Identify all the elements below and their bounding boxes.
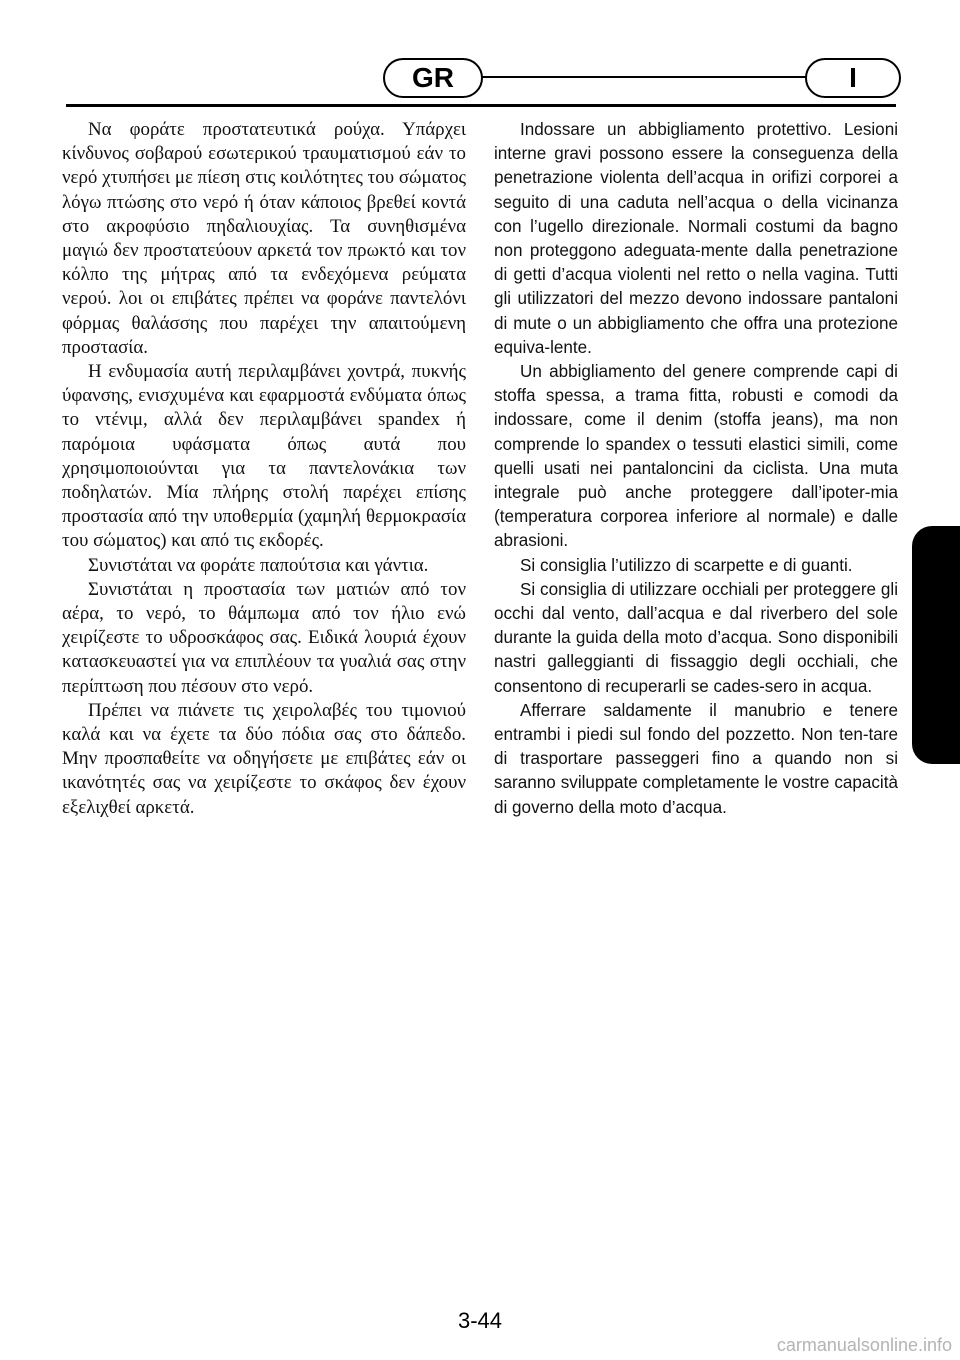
language-tab-greek: GR <box>383 58 483 98</box>
italian-paragraph: Un abbigliamento del genere comprende capi di stoffa spessa, a trama fitta, robusti e comodi da indossare, come il denim (stoffa jeans), ma non comprende lo spandex o tessuti elastici simili, come quelli usati nei pantaloncini da ciclista. Una muta integrale può anche proteggere dall’ipoter-mia (temperatura corporea inferiore al normale) e dalle abrasioni. <box>494 362 898 551</box>
italian-paragraph: Si consiglia l’utilizzo di scarpette e di guanti. <box>520 555 853 575</box>
page-number: 3-44 <box>457 1308 503 1333</box>
italian-paragraph: Si consiglia di utilizzare occhiali per proteggere gli occhi dal vento, dall’acqua e dal riverbero del sole durante la guida della moto d’acqua. Sono disponibili nastri galleggianti di fissaggio degli occhiali, che consentono di recuperarli se cades-sero in acqua. <box>494 579 898 696</box>
header-bridge-line <box>481 76 807 78</box>
greek-paragraph: Να φοράτε προστατευτικά ρούχα. Υπάρχει κίνδυνος σοβαρού εσωτερικού τραυματισμού εάν το νερό χτυπήσει με πίεση στις κοιλότητες του σώματος λόγω πτώσης στο νερό ή όταν κάποιος βρεθεί κοντά στο ακροφύσιο πηδαλιουχίας. Τα συνηθισμένα μαγιώ δεν προστατεύουν αρκετά τον πρωκτό και τον κόλπο της μήτρας από τα ενδεχόμενα ρεύματα νερού. λοι οι επιβάτες πρέπει να φοράνε παντελόνι φόρμας θαλάσσης που παρέχει την απαιτούμενη προστασία. <box>62 119 466 358</box>
greek-column <box>62 118 466 820</box>
greek-paragraph: Συνιστάται η προστασία των ματιών από τον αέρα, το νερό, το θάμπωμα από τον ήλιο ενώ χειρίζεστε το υδροσκάφος σας. Ειδικά λουριά έχουν κατασκευαστεί για να επιπλέουν τα γυαλιά σας στην περίπτωση που πέσουν στο νερό. <box>62 578 466 697</box>
greek-paragraph: Πρέπει να πιάνετε τις χειρολαβές του τιμονιού καλά και να έχετε τα δύο πόδια σας στο δάπεδο. Μην προσπαθείτε να οδηγήσετε με επιβάτες εάν οι ικανότητές σας να χειρίζεστε το σκάφος δεν έχουν εξελιχθεί αρκετά. <box>62 699 466 818</box>
greek-paragraph: Η ενδυμασία αυτή περιλαμβάνει χοντρά, πυκνής ύφανσης, ενισχυμένα και εφαρμοστά ενδύματα όπως το ντένιμ, αλλά δεν περιλαμβάνει spandex ή παρόμοια υφάσματα όπως αυτά που χρησιμοποιούνται για τα παντελονάκια των ποδηλατών. Μία πλήρης στολή παρέχει επίσης προστασία από την υποθερμία (χαμηλή θερμοκρασία του σώματος) και από τις εκδορές. <box>62 361 466 552</box>
greek-paragraph: Συνιστάται να φοράτε παπούτσια και γάντια. <box>88 554 429 576</box>
language-tab-italian: I <box>805 58 901 98</box>
italian-paragraph: Indossare un abbigliamento protettivo. Lesioni interne gravi possono essere la conseguenza della penetrazione violenta dell’acqua in orifizi corporei a seguito di una caduta nell’acqua o della vicinanza con l’ugello direzionale. Normali costumi da bagno non proteggono adeguata-mente dalla penetrazione di getti d’acqua violenti nel retto o nella vagina. Tutti gli utilizzatori del mezzo devono indossare pantaloni di mute o un abbigliamento che offra una protezione equiva-lente. <box>494 120 898 357</box>
watermark: carmanualsonline.info <box>776 1335 952 1355</box>
header-rule <box>66 104 896 107</box>
italian-column <box>494 118 898 820</box>
chapter-thumb-tab <box>912 526 960 764</box>
italian-paragraph: Afferrare saldamente il manubrio e tenere entrambi i piedi sul fondo del pozzetto. Non ten-tare di trasportare passeggeri fino a quando non si saranno sviluppate completamente le vostre capacità di governo della moto d’acqua. <box>494 700 898 817</box>
page-header <box>0 0 960 110</box>
